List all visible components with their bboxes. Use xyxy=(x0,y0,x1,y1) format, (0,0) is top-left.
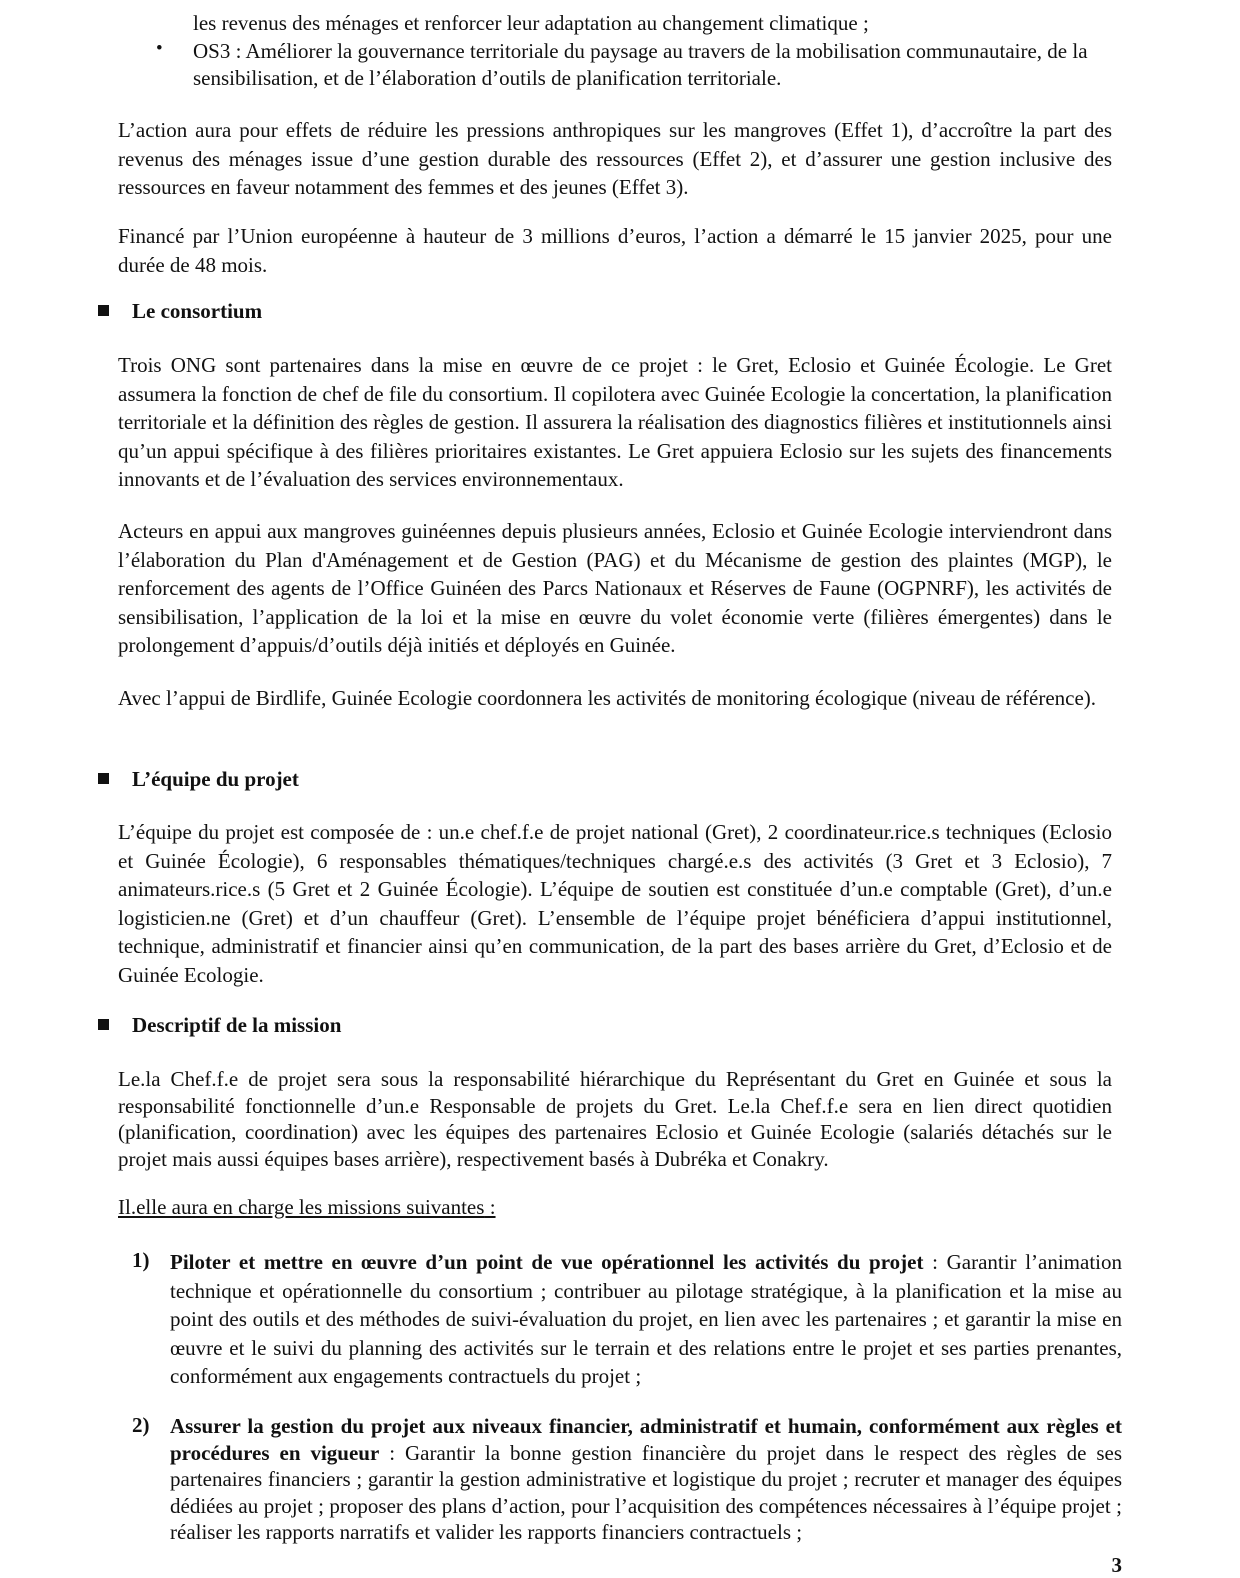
item-bold-title: Piloter et mettre en œuvre d’un point de vue opérationnel les activités du projet xyxy=(170,1250,924,1274)
square-bullet-icon xyxy=(98,773,109,784)
paragraph-effets: L’action aura pour effets de réduire les pressions anthropiques sur les mangroves (Effet 1), d’accroître la part des revenus des ménages issue d’une gestion durable des ressources (Effet 2), et d’assurer une gestion inclusive des ressources en faveur notamment des femmes et des jeunes (Effet 3). xyxy=(118,118,1112,199)
paragraph-consortium-1: Trois ONG sont partenaires dans la mise en œuvre de ce projet : le Gret, Eclosio et Guinée Écologie. Le Gret assumera la fonction de chef de file du consortium. Il copilotera avec Guinée Ecologie la concertation, la planification territoriale et la définition des règles de gestion. Il assurera la réalisation des diagnostics filières et institutionnels ainsi qu’un appui spécifique à des filières prioritaires existantes. Le Gret appuiera Eclosio sur les sujets des financements innovants et de l’évaluation des services environnementaux. xyxy=(118,353,1112,491)
item-number: 2) xyxy=(132,1413,150,1437)
bullet-marker: • xyxy=(156,38,163,59)
section-title: Le consortium xyxy=(132,299,263,323)
bullet-continuation-text: les revenus des ménages et renforcer leur adaptation au changement climatique ; xyxy=(193,11,869,35)
section-heading-consortium xyxy=(98,299,262,324)
item-number: 1) xyxy=(132,1248,150,1272)
missions-intro xyxy=(118,1195,496,1220)
item-text: : Garantir la bonne gestion financière du projet dans le respect des règles de ses partenaires financiers ; garantir la gestion administrative et logistique du projet ; recruter et manager des équipes dédiées au projet ; proposer des plans d’action, pour l’acquisition des compétences nécessaires à l’équipe projet ; réaliser les rapports narratifs et valider les rapports financiers contractuels ; xyxy=(170,1440,1123,1544)
missions-intro-underlined: Il.elle aura en charge les missions suivantes xyxy=(118,1195,485,1219)
square-bullet-icon xyxy=(98,1019,109,1030)
paragraph-equipe: L’équipe du projet est composée de : un.e chef.f.e de projet national (Gret), 2 coordinateur.rice.s techniques (Eclosio et Guinée Écologie), 6 responsables thématiques/techniques chargé.e.s des activités (3 Gret et 3 Eclosio), 7 animateurs.rice.s (5 Gret et 2 Guinée Écologie). L’équipe de soutien est constituée d’un.e comptable (Gret), d’un.e logisticien.ne (Gret) et d’un chauffeur (Gret). L’ensemble de l’équipe projet bénéficiera d’appui institutionnel, technique, administratif et financier ainsi qu’en communication, de la part des bases arrière du Gret, d’Eclosio et de Guinée Ecologie. xyxy=(118,820,1112,987)
section-title: L’équipe du projet xyxy=(132,767,299,791)
page-number: 3 xyxy=(1111,1553,1122,1577)
paragraph-mission: Le.la Chef.f.e de projet sera sous la responsabilité hiérarchique du Représentant du Gret en Guinée et sous la responsabilité fonctionnelle d’un.e Responsable de projets du Gret. Le.la Chef.f.e sera en lien direct quotidien (planification, coordination) avec les équipes des partenaires Eclosio et Guinée Ecologie (salariés détachés sur le projet mais aussi équipes bases arrière), respectivement basés à Dubréka et Conakry. xyxy=(118,1067,1112,1171)
paragraph-consortium-2: Acteurs en appui aux mangroves guinéennes depuis plusieurs années, Eclosio et Guinée Ecologie interviendront dans l’élaboration du Plan d'Aménagement et de Gestion (PAG) et du Mécanisme de gestion des plaintes (MGP), le renforcement des agents de l’Office Guinéen des Parcs Nationaux et Réserves de Faune (OGPNRF), les activités de sensibilisation, l’application de la loi et la mise en œuvre du volet économie verte (filières émergentes) dans le prolongement d’appuis/d’outils déjà initiés et déployés en Guinée. xyxy=(118,519,1112,657)
item-body xyxy=(170,1248,1122,1391)
square-bullet-icon xyxy=(98,305,109,316)
bullet-os3-text: OS3 : Améliorer la gouvernance territoriale du paysage au travers de la mobilisation communautaire, de la sensibilisation, et de l’élaboration d’outils de planification territoriale. xyxy=(193,39,1088,90)
item-text: : Garantir l’animation technique et opérationnelle du consortium ; contribuer au pilotage stratégique, à la planification et la mise au point des outils et des méthodes de suivi-évaluation du projet, en lien avec les partenaires ; et garantir la mise en œuvre et le suivi du planning des activités sur le terrain et des relations entre le projet et ses parties prenantes, conformément aux engagements contractuels du projet ; xyxy=(170,1250,1122,1388)
item-body xyxy=(170,1413,1122,1546)
paragraph-financement: Financé par l’Union européenne à hauteur de 3 millions d’euros, l’action a démarré le 15 janvier 2025, pour une durée de 48 mois. xyxy=(118,224,1112,277)
missions-intro-colon: : xyxy=(484,1195,496,1219)
section-heading-mission xyxy=(98,1013,341,1038)
section-heading-equipe xyxy=(98,767,299,792)
section-title: Descriptif de la mission xyxy=(132,1013,342,1037)
paragraph-consortium-3: Avec l’appui de Birdlife, Guinée Ecologie coordonnera les activités de monitoring écologique (niveau de référence). xyxy=(118,686,1097,710)
item-bold-title: Assurer la gestion du projet aux niveaux financier, administratif et humain, conformément aux règles et procédures en vigueur xyxy=(170,1414,1122,1465)
